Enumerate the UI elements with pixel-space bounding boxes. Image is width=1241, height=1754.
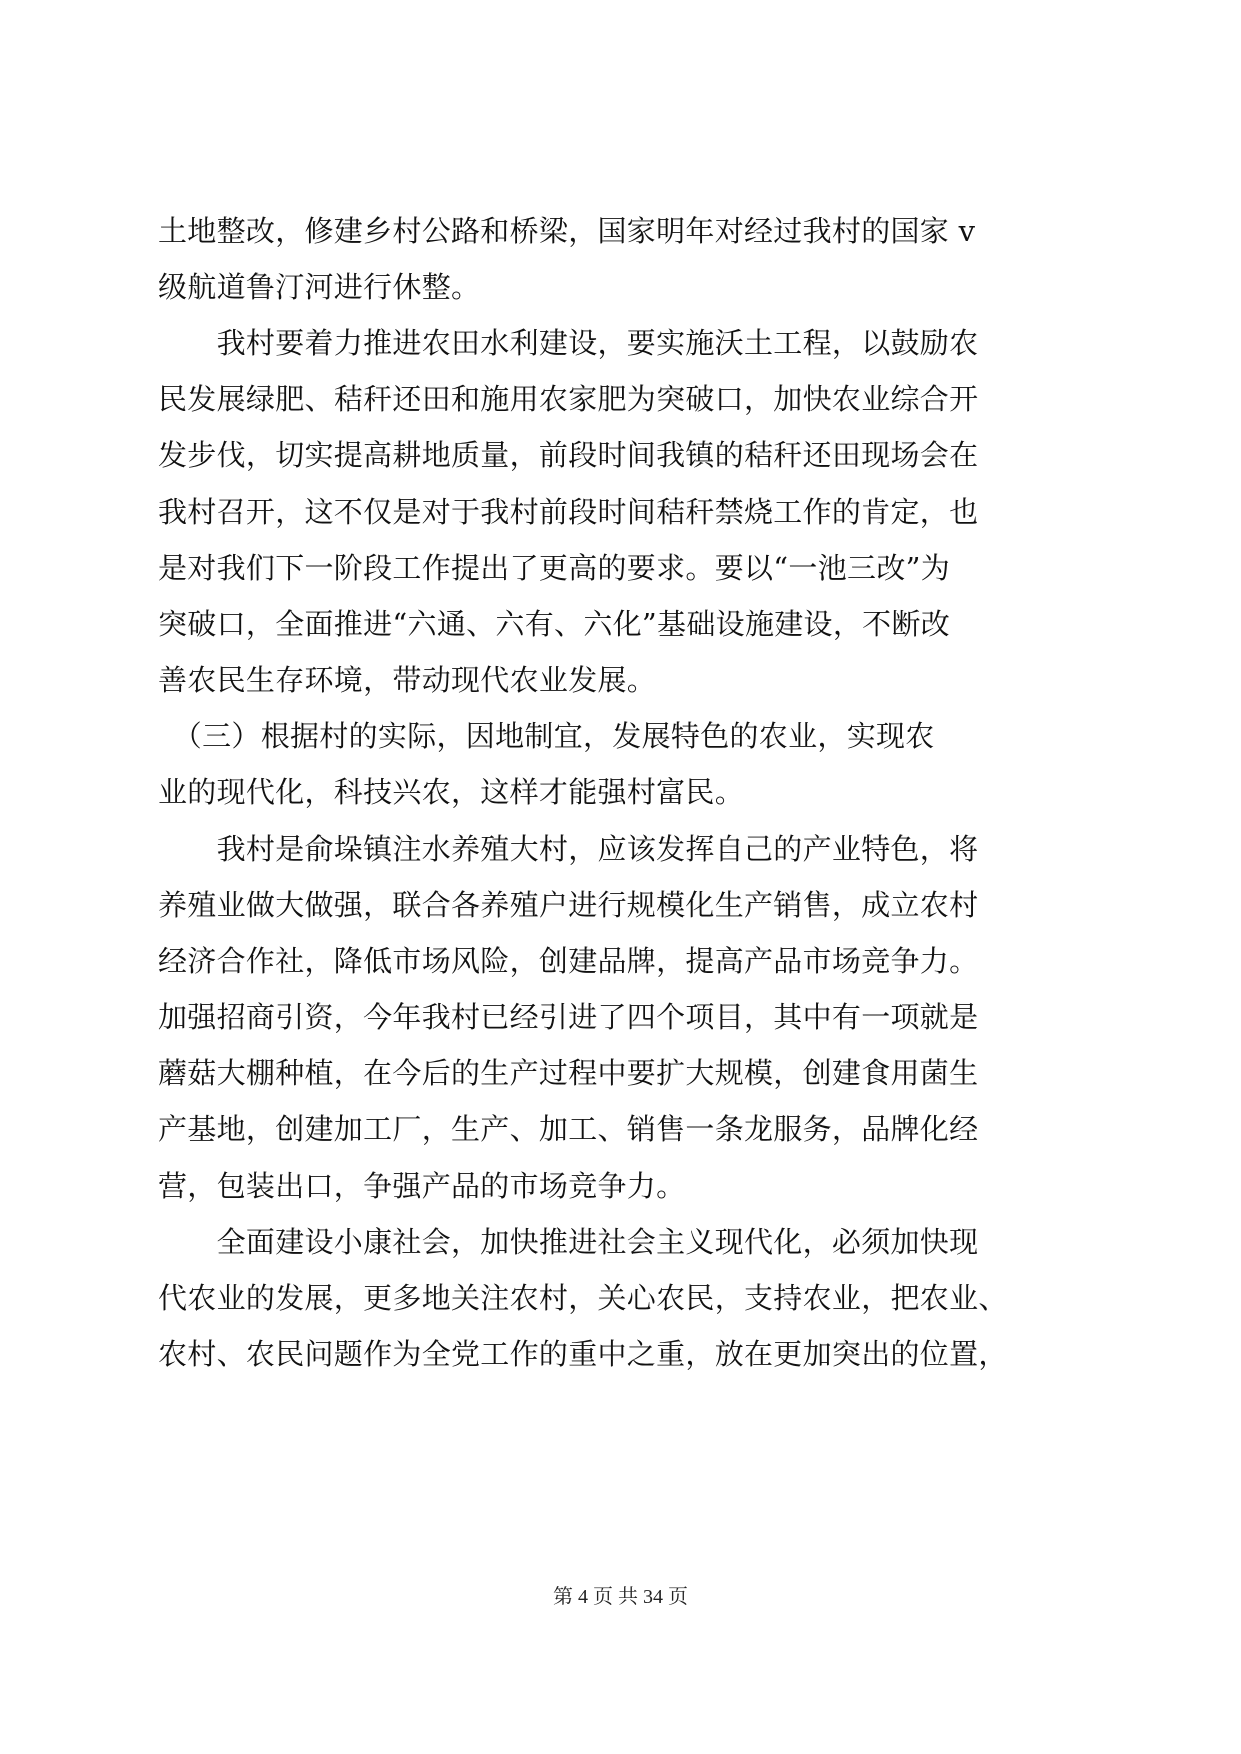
text-line: 是对我们下一阶段工作提出了更高的要求。要以“一池三改”为 <box>158 551 951 585</box>
text-line: 突破口，全面推进“六通、六有、六化”基础设施建设，不断改 <box>158 607 951 641</box>
text-line: 农村、农民问题作为全党工作的重中之重，放在更加突出的位置， <box>158 1337 1008 1371</box>
text-line: 代农业的发展，更多地关注农村，关心农民，支持农业，把农业、 <box>158 1281 1008 1315</box>
text-line: 产基地，创建加工厂，生产、加工、销售一条龙服务，品牌化经 <box>158 1112 979 1146</box>
page-footer: 第 4 页 共 34 页 <box>553 1586 688 1608</box>
text-line: 发步伐，切实提高耕地质量，前段时间我镇的秸秆还田现场会在 <box>158 438 979 472</box>
text-line: 善农民生存环境，带动现代农业发展。 <box>158 663 657 697</box>
text-line: 我村召开，这不仅是对于我村前段时间秸秆禁烧工作的肯定，也 <box>158 495 979 529</box>
text-line: 我村是俞垛镇注水养殖大村，应该发挥自己的产业特色，将 <box>158 832 979 866</box>
text-line: 全面建设小康社会，加快推进社会主义现代化，必须加快现 <box>158 1225 979 1259</box>
text-line: 业的现代化，科技兴农，这样才能强村富民。 <box>158 775 745 809</box>
text-line: 加强招商引资，今年我村已经引进了四个项目，其中有一项就是 <box>158 1000 979 1034</box>
text-line: 营，包装出口，争强产品的市场竞争力。 <box>158 1169 686 1203</box>
text-line: 蘑菇大棚种植，在今后的生产过程中要扩大规模，创建食用菌生 <box>158 1056 979 1090</box>
text-line: 养殖业做大做强，联合各养殖户进行规模化生产销售，成立农村 <box>158 888 979 922</box>
text-line: 我村要着力推进农田水利建设，要实施沃土工程，以鼓励农 <box>158 326 979 360</box>
text-line: 级航道鲁汀河进行休整。 <box>158 270 481 304</box>
text-line: 土地整改，修建乡村公路和桥梁，国家明年对经过我村的国家 v <box>158 214 976 248</box>
text-line: 经济合作社，降低市场风险，创建品牌，提高产品市场竞争力。 <box>158 944 979 978</box>
text-line: （三）根据村的实际，因地制宜，发展特色的农业，实现农 <box>158 719 935 753</box>
text-line: 民发展绿肥、秸秆还田和施用农家肥为突破口，加快农业综合开 <box>158 382 979 416</box>
